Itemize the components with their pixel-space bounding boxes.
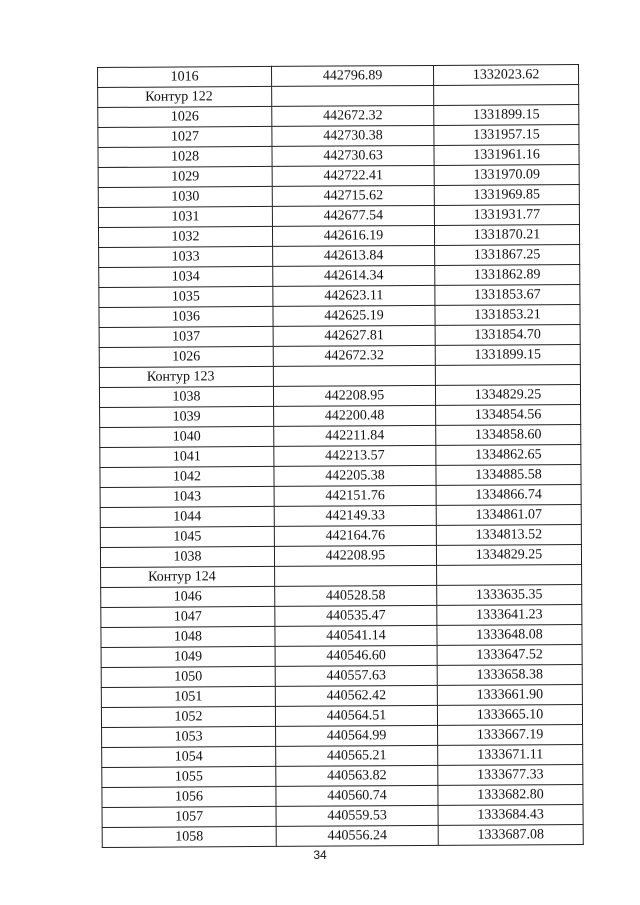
point-number: 1053 — [102, 726, 276, 747]
x-coordinate: 442208.95 — [274, 545, 436, 566]
table-row — [102, 725, 583, 748]
x-coordinate: 442623.11 — [273, 285, 435, 306]
x-coordinate: 440535.47 — [275, 605, 437, 626]
table-row — [99, 265, 580, 288]
y-coordinate: 1331899.15 — [434, 105, 579, 126]
point-number: 1016 — [98, 66, 272, 87]
x-coordinate: 442672.32 — [273, 345, 435, 366]
x-coordinate: 442614.34 — [273, 265, 435, 286]
table-row — [101, 585, 582, 608]
table-row — [98, 145, 579, 168]
table-row — [100, 405, 581, 428]
table-row — [100, 485, 581, 508]
table-row — [101, 705, 582, 728]
x-coordinate: 442672.32 — [272, 105, 434, 126]
x-coordinate: 442613.84 — [273, 245, 435, 266]
point-number: 1055 — [102, 766, 276, 787]
y-coordinate: 1331899.15 — [435, 345, 580, 366]
empty-cell — [272, 85, 434, 106]
point-number: 1057 — [102, 806, 276, 827]
table-row — [98, 225, 579, 248]
empty-cell — [437, 565, 582, 586]
y-coordinate: 1333682.80 — [438, 785, 583, 806]
table-row — [100, 445, 581, 468]
x-coordinate: 442151.76 — [274, 485, 436, 506]
point-number: 1037 — [99, 326, 273, 347]
point-number: 1038 — [99, 386, 273, 407]
y-coordinate: 1332023.62 — [433, 65, 578, 86]
y-coordinate: 1331853.21 — [435, 305, 580, 326]
table-row — [98, 65, 579, 88]
point-number: 1049 — [101, 646, 275, 667]
table-row — [102, 765, 583, 788]
y-coordinate: 1333687.08 — [438, 825, 583, 846]
x-coordinate: 442200.48 — [274, 405, 436, 426]
y-coordinate: 1331854.70 — [435, 325, 580, 346]
table-row — [98, 185, 579, 208]
table-row — [98, 125, 579, 148]
y-coordinate: 1333661.90 — [437, 685, 582, 706]
y-coordinate: 1334861.07 — [436, 505, 581, 526]
y-coordinate: 1333647.52 — [437, 645, 582, 666]
table-row — [98, 205, 579, 228]
y-coordinate: 1331969.85 — [434, 185, 579, 206]
x-coordinate: 440559.53 — [276, 805, 438, 826]
table-row — [98, 105, 579, 128]
table-row — [98, 165, 579, 188]
y-coordinate: 1334885.58 — [436, 465, 581, 486]
x-coordinate: 440541.14 — [275, 625, 437, 646]
contour-label: Контур 123 — [99, 366, 273, 387]
x-coordinate: 440556.24 — [276, 825, 438, 846]
table-row — [99, 345, 580, 368]
point-number: 1028 — [98, 146, 272, 167]
table-row — [102, 785, 583, 808]
point-number: 1029 — [98, 166, 272, 187]
y-coordinate: 1333665.10 — [437, 705, 582, 726]
point-number: 1042 — [100, 466, 274, 487]
x-coordinate: 442149.33 — [274, 505, 436, 526]
y-coordinate: 1334862.65 — [436, 445, 581, 466]
x-coordinate: 440564.51 — [275, 705, 437, 726]
x-coordinate: 442213.57 — [274, 445, 436, 466]
point-number: 1047 — [101, 606, 275, 627]
y-coordinate: 1331862.89 — [435, 265, 580, 286]
point-number: 1044 — [100, 506, 274, 527]
x-coordinate: 442677.54 — [272, 205, 434, 226]
x-coordinate: 442627.81 — [273, 325, 435, 346]
point-number: 1026 — [98, 106, 272, 127]
table-row — [101, 645, 582, 668]
table-row — [100, 425, 581, 448]
table-row — [99, 385, 580, 408]
y-coordinate: 1333648.08 — [437, 625, 582, 646]
coordinates-table-body — [98, 65, 584, 848]
x-coordinate: 442715.62 — [272, 185, 434, 206]
table-row — [99, 245, 580, 268]
point-number: 1051 — [101, 686, 275, 707]
y-coordinate: 1333667.19 — [438, 725, 583, 746]
empty-cell — [273, 365, 435, 386]
table-row — [100, 505, 581, 528]
coordinates-table — [97, 64, 584, 848]
table-row — [101, 685, 582, 708]
x-coordinate: 442625.19 — [273, 305, 435, 326]
x-coordinate: 440562.42 — [275, 685, 437, 706]
y-coordinate: 1333677.33 — [438, 765, 583, 786]
y-coordinate: 1334866.74 — [436, 485, 581, 506]
y-coordinate: 1331853.67 — [435, 285, 580, 306]
y-coordinate: 1334813.52 — [436, 525, 581, 546]
table-row — [102, 745, 583, 768]
x-coordinate: 442796.89 — [271, 65, 433, 86]
point-number: 1038 — [100, 546, 274, 567]
contour-label: Контур 122 — [98, 86, 272, 107]
y-coordinate: 1331957.15 — [434, 125, 579, 146]
point-number: 1046 — [101, 586, 275, 607]
x-coordinate: 442208.95 — [273, 385, 435, 406]
point-number: 1027 — [98, 126, 272, 147]
point-number: 1054 — [102, 746, 276, 767]
x-coordinate: 442722.41 — [272, 165, 434, 186]
table-row — [100, 465, 581, 488]
x-coordinate: 442730.38 — [272, 125, 434, 146]
x-coordinate: 442211.84 — [274, 425, 436, 446]
y-coordinate: 1333684.43 — [438, 805, 583, 826]
point-number: 1033 — [99, 246, 273, 267]
point-number: 1031 — [98, 206, 272, 227]
point-number: 1052 — [101, 706, 275, 727]
point-number: 1026 — [99, 346, 273, 367]
y-coordinate: 1331961.16 — [434, 145, 579, 166]
table-row — [101, 605, 582, 628]
table-row — [102, 825, 583, 848]
point-number: 1041 — [100, 446, 274, 467]
point-number: 1032 — [98, 226, 272, 247]
page-number: 34 — [313, 848, 327, 862]
y-coordinate: 1331870.21 — [434, 225, 579, 246]
y-coordinate: 1333635.35 — [437, 585, 582, 606]
point-number: 1035 — [99, 286, 273, 307]
point-number: 1039 — [100, 406, 274, 427]
table-row — [102, 805, 583, 828]
x-coordinate: 440563.82 — [276, 765, 438, 786]
table-row — [100, 545, 581, 568]
x-coordinate: 442616.19 — [272, 225, 434, 246]
empty-cell — [275, 565, 437, 586]
point-number: 1036 — [99, 306, 273, 327]
y-coordinate: 1333671.11 — [438, 745, 583, 766]
contour-label: Контур 124 — [101, 566, 275, 587]
table-row — [99, 305, 580, 328]
x-coordinate: 442205.38 — [274, 465, 436, 486]
y-coordinate: 1334858.60 — [436, 425, 581, 446]
x-coordinate: 442164.76 — [274, 525, 436, 546]
point-number: 1050 — [101, 666, 275, 687]
point-number: 1043 — [100, 486, 274, 507]
table-row — [99, 325, 580, 348]
y-coordinate: 1331970.09 — [434, 165, 579, 186]
x-coordinate: 440565.21 — [276, 745, 438, 766]
y-coordinate: 1333658.38 — [437, 665, 582, 686]
point-number: 1040 — [100, 426, 274, 447]
point-number: 1030 — [98, 186, 272, 207]
empty-cell — [434, 85, 579, 106]
point-number: 1045 — [100, 526, 274, 547]
x-coordinate: 440560.74 — [276, 785, 438, 806]
table-row — [100, 525, 581, 548]
point-number: 1048 — [101, 626, 275, 647]
table-row — [101, 665, 582, 688]
y-coordinate: 1331931.77 — [434, 205, 579, 226]
table-row — [101, 625, 582, 648]
x-coordinate: 440528.58 — [275, 585, 437, 606]
x-coordinate: 440564.99 — [276, 725, 438, 746]
y-coordinate: 1334854.56 — [436, 405, 581, 426]
y-coordinate: 1334829.25 — [435, 385, 580, 406]
empty-cell — [435, 365, 580, 386]
point-number: 1056 — [102, 786, 276, 807]
point-number: 1034 — [99, 266, 273, 287]
table-row — [99, 285, 580, 308]
y-coordinate: 1334829.25 — [436, 545, 581, 566]
point-number: 1058 — [102, 826, 276, 847]
y-coordinate: 1333641.23 — [437, 605, 582, 626]
x-coordinate: 440557.63 — [275, 665, 437, 686]
y-coordinate: 1331867.25 — [435, 245, 580, 266]
x-coordinate: 442730.63 — [272, 145, 434, 166]
x-coordinate: 440546.60 — [275, 645, 437, 666]
